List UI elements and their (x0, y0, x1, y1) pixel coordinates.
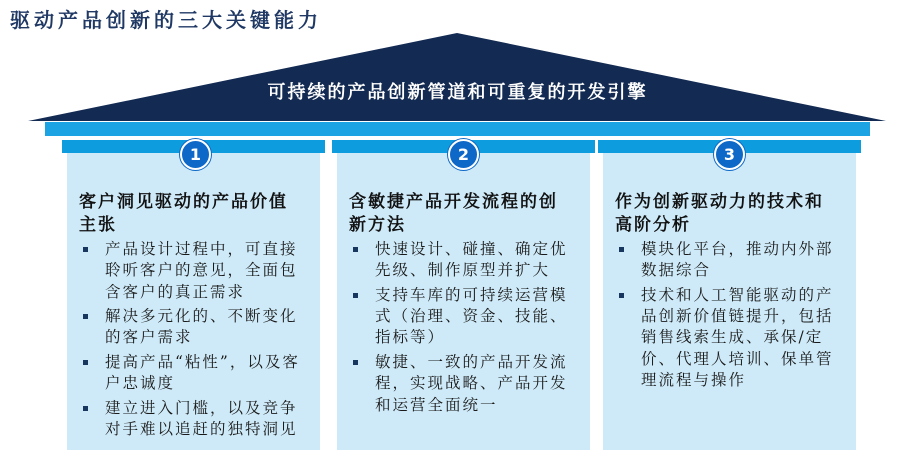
pillar-1 (67, 153, 320, 450)
bullet-item (615, 285, 840, 392)
bullet-square-icon (353, 293, 358, 298)
pillar-1-bullet-list (79, 239, 304, 440)
bullet-item (79, 306, 304, 349)
bullet-item (349, 285, 574, 349)
bullet-text: 解决多元化的、不断变化的客户需求 (105, 307, 298, 347)
bullet-item (349, 239, 574, 282)
bullet-text: 敏捷、一致的产品开发流程，实现战略、产品开发和运营全面统一 (375, 352, 568, 414)
pillar-2 (337, 153, 590, 450)
bullet-text: 提高产品“粘性”，以及客户忠诚度 (105, 352, 300, 393)
bullet-square-icon (619, 293, 624, 298)
pillar-1-heading: 客户洞见驱动的产品价值主张 (79, 192, 288, 235)
pillar-3-bullet-list (615, 239, 840, 392)
bullet-square-icon (83, 247, 88, 252)
bullet-item (349, 352, 574, 416)
bullet-item (79, 398, 304, 441)
bullet-square-icon (353, 247, 358, 252)
page-title: 驱动产品创新的三大关键能力 (10, 8, 322, 32)
pillar-3-number-badge: 3 (714, 139, 745, 170)
bullet-square-icon (83, 360, 88, 365)
bullet-item (615, 239, 840, 282)
bullet-text: 技术和人工智能驱动的产品创新价值链提升，包括销售线索生成、承保/定价、代理人培训、保单管理流程与操作 (641, 285, 834, 390)
bullet-square-icon (83, 314, 88, 319)
bullet-item (79, 239, 304, 303)
pillar-3 (603, 153, 856, 450)
bullet-square-icon (83, 406, 88, 411)
bullet-text: 模块化平台，推动内外部数据综合 (641, 239, 834, 280)
top-beam (45, 122, 870, 136)
bullet-item (79, 352, 304, 395)
bullet-text: 快速设计、碰撞、确定优先级、制作原型并扩大 (375, 239, 568, 280)
bullet-square-icon (353, 360, 358, 365)
bullet-text: 产品设计过程中，可直接聆听客户的意见，全面包含客户的真正需求 (105, 239, 298, 301)
pillar-2-heading: 含敏捷产品开发流程的创新方法 (349, 192, 558, 235)
pillar-1-number-badge: 1 (180, 139, 211, 170)
pillar-3-heading: 作为创新驱动力的技术和高阶分析 (615, 192, 824, 235)
bullet-square-icon (619, 247, 624, 252)
bullet-text: 支持车库的可持续运营模式（治理、资金、技能、指标等） (375, 285, 568, 347)
pillar-2-bullet-list (349, 239, 574, 416)
pillar-2-number-badge: 2 (448, 139, 479, 170)
roof-shape (0, 0, 915, 130)
roof-banner-label: 可持续的产品创新管道和可重复的开发引擎 (267, 82, 648, 103)
bullet-text: 建立进入门槛，以及竞争对手难以追赶的独特洞见 (105, 398, 298, 438)
